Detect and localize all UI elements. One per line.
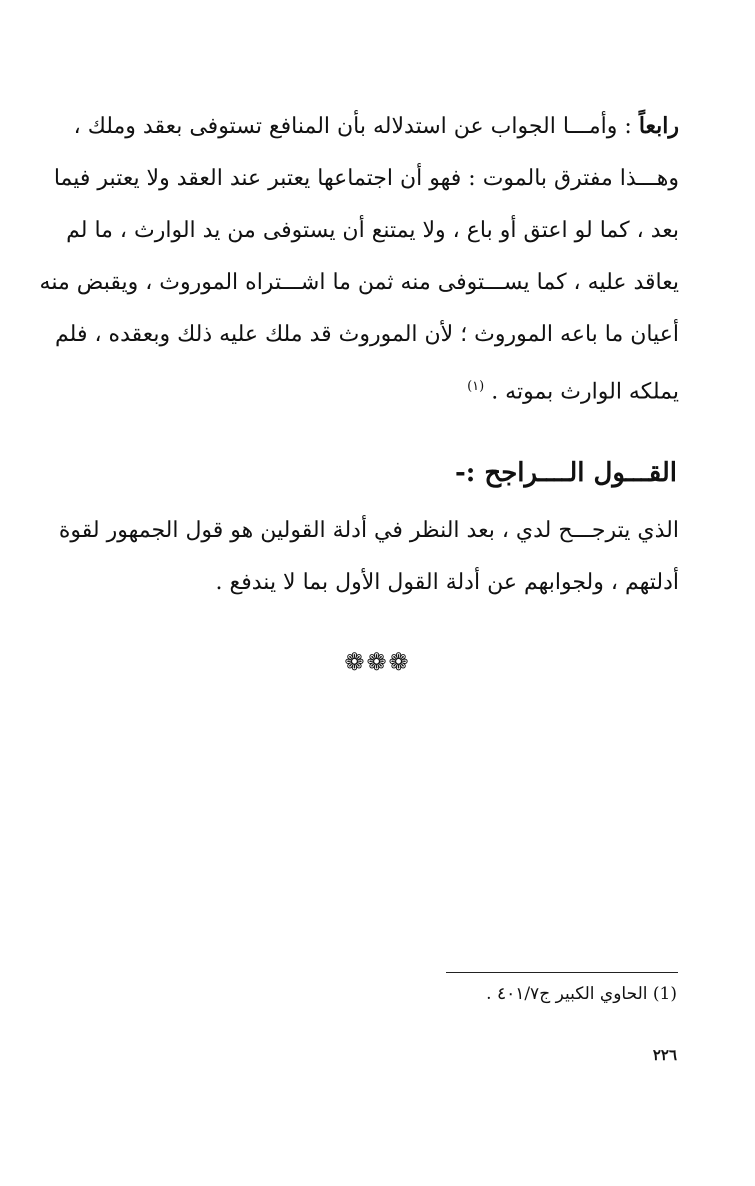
footnote-separator: [446, 972, 678, 973]
text-line: بعد ، كما لو اعتق أو باع ، ولا يمتنع أن يستوفى من يد الوارث ، ما لم: [66, 218, 679, 243]
ornament-divider: ❁❁❁: [344, 648, 411, 676]
text-line: يملكه الوارث بموته . $^{(١)}$: [467, 379, 679, 405]
text-line: وهـــذا مفترق بالموت : فهو أن اجتماعها يعتبر عند العقد ولا يعتبر فيما: [53, 166, 679, 191]
lead-word: رابعاً: [638, 113, 679, 139]
text-line: أدلتهم ، ولجوابهم عن أدلة القول الأول بما لا يندفع .: [215, 570, 679, 595]
paragraph-fourth-point: [39, 100, 679, 418]
footnote-reference: (١): [467, 379, 485, 394]
footnote: (1) الحاوي الكبير ج٤٠١/٧ .: [486, 984, 677, 1004]
section-heading: القـــول الــــراجح :-: [454, 458, 677, 488]
page-number: ٢٢٦: [652, 1046, 677, 1064]
text-line: أعيان ما باعه الموروث ؛ لأن الموروث قد ملك عليه ذلك وبعقده ، فلم: [55, 322, 679, 347]
text-line: الذي يترجـــح لدي ، بعد النظر في أدلة القولين هو قول الجمهور لقوة: [58, 518, 679, 543]
paragraph-preferred-opinion: [58, 505, 679, 609]
text-line: يعاقد عليه ، كما يســـتوفى منه ثمن ما اشـــتراه الموروث ، ويقبض منه: [39, 270, 679, 295]
text-line: رابعاً : وأمـــا الجواب عن استدلاله بأن المنافع تستوفى بعقد وملك ،: [73, 113, 679, 139]
